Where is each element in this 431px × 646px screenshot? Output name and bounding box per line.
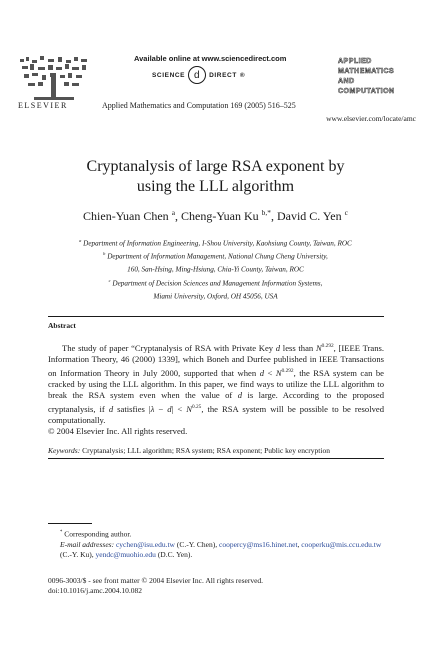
math-var: d <box>275 342 281 353</box>
affiliation-mark: a <box>79 238 82 243</box>
article-title-line: using the LLL algorithm <box>136 178 295 195</box>
sciencedirect-at-icon: d <box>188 66 206 84</box>
math-var: d <box>108 403 114 414</box>
author-name: Chien-Yuan Chen <box>83 209 169 223</box>
math-exponent: 0.292 <box>321 343 334 349</box>
email-label: E-mail addresses: <box>60 539 115 549</box>
abstract-top-rule <box>48 316 384 317</box>
issn-block <box>48 576 384 596</box>
footnote-mark: * <box>60 530 63 535</box>
email-owner: (C.-Y. Ku), <box>60 549 96 559</box>
abstract-heading: Abstract <box>48 321 76 330</box>
sciencedirect-logo <box>152 66 245 84</box>
affiliation-mark: b <box>103 251 106 257</box>
abstract-text: The study of paper “Cryptanalysis of RSA with Private Key <box>62 342 276 353</box>
affiliation-text: Department of Information Management, National Chung Cheng University, <box>107 252 328 261</box>
abstract-copyright: © 2004 Elsevier Inc. All rights reserved. <box>48 426 188 437</box>
sciencedirect-right-text: DIRECT <box>209 71 237 79</box>
author-affil-mark: b,* <box>261 208 271 217</box>
abstract-text: , the RSA system can be cracked by using the LLL algorithm. In this paper, we find ways to utilize the LLL algorithm to break the RSA system even when the value of <box>48 367 384 401</box>
available-online-text: Available online at www.sciencedirect.com <box>134 54 287 63</box>
author-separator: , <box>175 209 178 223</box>
abstract-text: , the RSA system will be possible to be resolved computationally. <box>48 403 384 426</box>
author-list <box>30 208 401 224</box>
math-var: d <box>259 367 264 378</box>
affiliation-line <box>30 289 401 302</box>
elsevier-tree-logo <box>18 55 90 103</box>
article-title <box>30 157 401 197</box>
math-var: λ <box>150 403 155 414</box>
registered-mark: ® <box>239 71 246 79</box>
affiliation-line <box>30 249 401 262</box>
author-affil-mark: a <box>171 208 175 217</box>
author-name: Cheng-Yuan Ku <box>181 209 259 223</box>
author-separator: , <box>270 209 274 223</box>
math-exponent: 0.292 <box>281 367 294 374</box>
affiliation-text: Department of Information Engineering, I-Shou University, Kaohsiung County, Taiwan, ROC <box>83 239 352 248</box>
journal-logo-line: AND <box>338 78 355 85</box>
math-var: d <box>167 403 172 414</box>
email-link[interactable]: cychen@isu.edu.tw <box>115 539 175 549</box>
affiliation-line <box>30 262 401 275</box>
abstract-text: , [IEEE Trans. Information Theory, 46 (2000) 1339], which Boneh and Durfee published in IEEE Transactions on Information Theory in July 2000, supported that when <box>48 342 384 378</box>
email-owner: (D.C. Yen). <box>155 549 193 559</box>
doi-line: doi:10.1016/j.amc.2004.10.082 <box>48 586 142 595</box>
abstract-body <box>48 341 384 438</box>
email-link[interactable]: yendc@muohio.edu <box>95 549 156 559</box>
issn-line: 0096-3003/$ - see front matter © 2004 Elsevier Inc. All rights reserved. <box>48 576 264 585</box>
abstract-paragraph <box>48 341 384 426</box>
affiliation-mark: c <box>108 277 111 283</box>
footnote-corresponding-text: Corresponding author. <box>64 529 132 539</box>
affiliations <box>30 236 401 302</box>
math-var: N <box>186 403 192 414</box>
email-separator: , <box>297 539 302 549</box>
publisher-name: ELSEVIER <box>18 101 68 110</box>
email-link[interactable]: coopercy@ms16.hinet.net <box>218 539 298 549</box>
keywords-text: Cryptanalysis; LLL algorithm; RSA system; RSA exponent; Public key encryption <box>82 446 330 455</box>
affiliation-line <box>30 276 401 289</box>
author-affil-mark: c <box>344 208 348 217</box>
sciencedirect-left-text: SCIENCE <box>152 71 186 79</box>
footnote-corresponding <box>48 528 384 540</box>
keywords-label: Keywords: <box>48 446 81 455</box>
abstract-text: | < <box>171 403 187 414</box>
math-var: N <box>315 342 322 353</box>
math-exponent: 0.25 <box>191 403 202 410</box>
abstract-text: is large. According to the proposed cryptanalysis, if <box>48 390 385 414</box>
abstract-text: < <box>263 367 276 378</box>
math-var: N <box>275 367 282 378</box>
footnote-rule <box>48 523 92 524</box>
email-owner: (C.-Y. Chen), <box>174 539 219 549</box>
journal-logo-line: COMPUTATION <box>338 88 395 95</box>
affiliation-text: Miami University, Oxford, OH 45056, USA <box>153 292 278 301</box>
abstract-bottom-rule <box>48 458 384 459</box>
footnote <box>48 528 384 560</box>
article-title-line: Cryptanalysis of large RSA exponent by <box>86 158 345 175</box>
affiliation-text: Department of Decision Sciences and Management Information Systems, <box>112 278 323 287</box>
journal-url-link[interactable]: www.elsevier.com/locate/amc <box>326 114 416 123</box>
journal-logo <box>336 58 420 106</box>
affiliation-line <box>30 236 401 249</box>
keywords <box>48 446 384 455</box>
abstract-text: less than <box>280 342 316 353</box>
math-var: d <box>237 390 243 401</box>
abstract-text: satisfies | <box>113 403 151 414</box>
author-name: David C. Yen <box>276 209 342 223</box>
email-link[interactable]: cooperku@mis.ccu.edu.tw <box>301 539 382 549</box>
affiliation-text: 160, San-Hsing, Ming-Hsiung, Chia-Yi County, Taiwan, ROC <box>127 265 304 274</box>
journal-logo-line: MATHEMATICS <box>338 68 395 75</box>
journal-reference: Applied Mathematics and Computation 169 (2005) 516–525 <box>102 101 296 110</box>
journal-logo-line: APPLIED <box>338 58 372 65</box>
abstract-text: − <box>154 403 168 414</box>
footnote-emails <box>48 540 384 560</box>
